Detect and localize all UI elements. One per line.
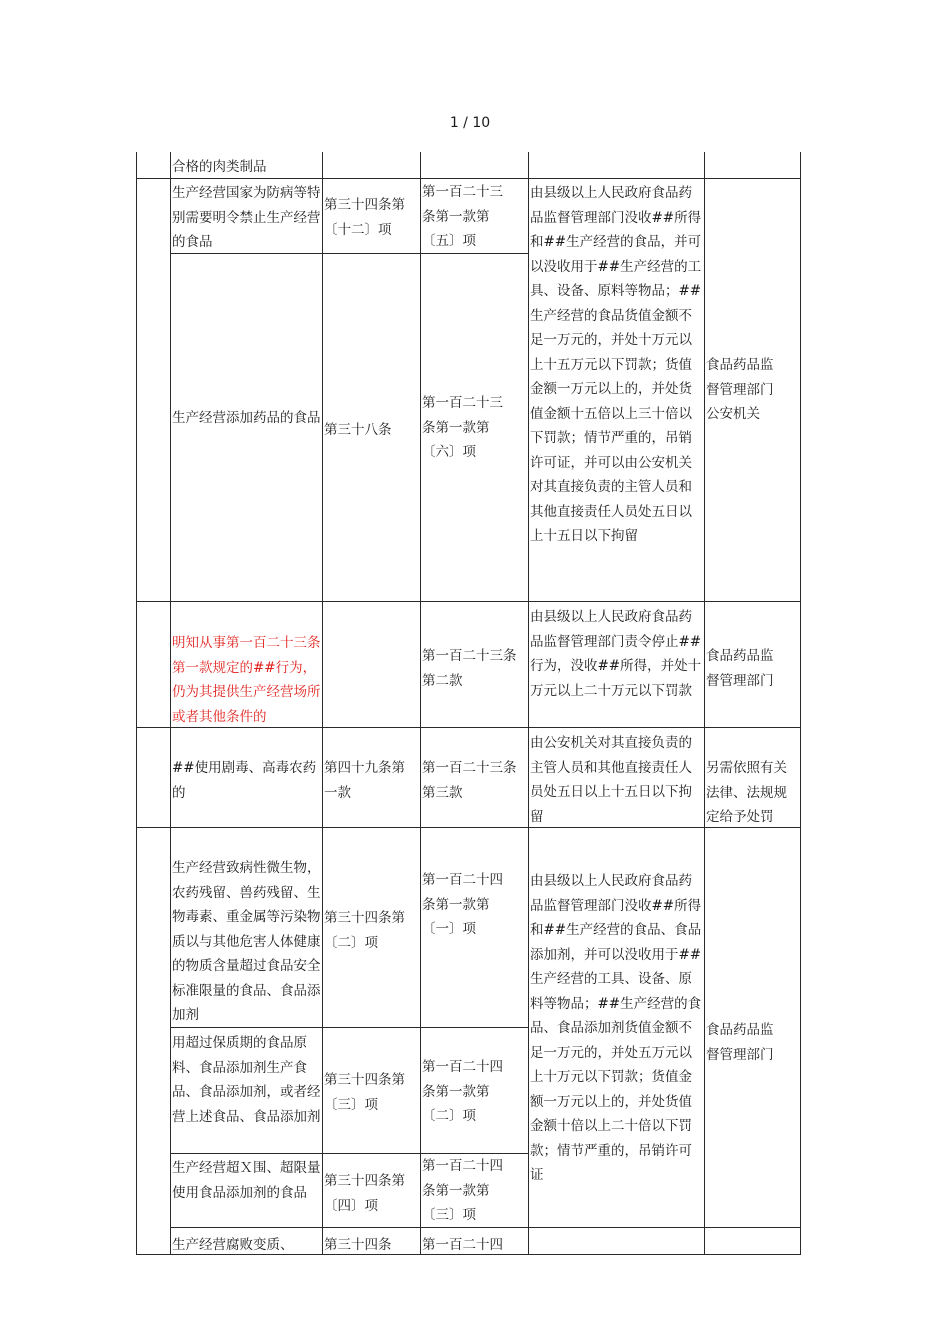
row-1-penalty-article: 第一百二十三条第一款第〔五〕项 [422, 184, 503, 249]
row-1-behavior: 生产经营国家为防病等特别需要明令禁止生产经营的食品 [172, 185, 321, 250]
row-2-penalty-article: 第一百二十三条第一款第〔六〕项 [422, 395, 503, 460]
row-6-article: 第三十四条第〔三〕项 [324, 1072, 405, 1113]
row-3-authority: 食品药品监督管理部门 [706, 648, 774, 689]
row-7-article: 第三十四条第〔四〕项 [324, 1173, 405, 1214]
row-4-penalty-article: 第一百二十三条第三款 [422, 760, 517, 801]
penalty-text-a: 由县级以上人民政府食品药品监督管理部门没收##所得和##生产经营的食品，并可以没收用于##生产经营的工具、设备、原料等物品；##生产经营的食品货值金额不足一万元的，并处十万元以上十五万元以下罚款；货值金额一万元以上的，并处货值金额十五倍以上三十倍以下罚款；情节严重的，吊销许可证，并可以由公安机关对其直接负责的主管人员和其他直接责任人员处五日以上十五日以下拘留 [530, 185, 702, 544]
row-0-behavior: 合格的肉类制品 [172, 159, 267, 175]
row-4-article: 第四十九条第一款 [324, 760, 405, 801]
row-7-penalty-article: 第一百二十四条第一款第〔三〕项 [422, 1158, 503, 1223]
row-8-article: 第三十四条 [324, 1237, 392, 1253]
row-6-behavior: 用超过保质期的食品原料、食品添加剂生产食品、食品添加剂，或者经营上述食品、食品添加剂 [172, 1035, 321, 1125]
row-8-behavior: 生产经营腐败变质、 [172, 1237, 294, 1253]
row-2-article: 第三十八条 [324, 422, 392, 438]
row-8-penalty-article: 第一百二十四 [422, 1237, 503, 1253]
authority-b: 食品药品监督管理部门 [706, 1022, 774, 1063]
row-3-behavior: 明知从事第一百二十三条第一款规定的##行为，仍为其提供生产经营场所或者其他条件的 [172, 635, 321, 725]
row-4-behavior: ##使用剧毒、高毒农药的 [172, 760, 317, 801]
authority-a: 食品药品监督管理部门公安机关 [706, 357, 774, 422]
page-number: 1 / 10 [449, 115, 491, 131]
row-5-behavior: 生产经营致病性微生物，农药残留、兽药残留、生物毒素、重金属等污染物质以与其他危害人体健康的物质含量超过食品安全标准限量的食品、食品添加剂 [172, 860, 321, 1023]
row-5-penalty-article: 第一百二十四条第一款第〔一〕项 [422, 872, 503, 937]
row-4-penalty: 由公安机关对其直接负责的主管人员和其他直接责任人员处五日以上十五日以下拘留 [530, 735, 692, 825]
row-6-penalty-article: 第一百二十四条第一款第〔二〕项 [422, 1059, 503, 1124]
row-2-behavior: 生产经营添加药品的食品 [172, 410, 321, 426]
row-5-article: 第三十四条第〔二〕项 [324, 910, 405, 951]
row-1-article: 第三十四条第〔十二〕项 [324, 197, 405, 238]
penalty-text-b: 由县级以上人民政府食品药品监督管理部门没收##所得和##生产经营的食品、食品添加剂，并可以没收用于##生产经营的工具、设备、原料等物品；##生产经营的食品、食品添加剂货值金额不足一万元的，并处五万元以上十万元以下罚款；货值金额一万元以上的，并处货值金额十倍以上二十倍以下罚款；情节严重的，吊销许可证 [530, 873, 702, 1183]
row-3-penalty: 由县级以上人民政府食品药品监督管理部门责令停止##行为，没收##所得，并处十万元以上二十万元以下罚款 [530, 609, 702, 699]
row-3-penalty-article: 第一百二十三条第二款 [422, 648, 517, 689]
row-7-behavior: 生产经营超Ｘ围、超限量使用食品添加剂的食品 [172, 1160, 321, 1201]
row-4-authority: 另需依照有关法律、法规规定给予处罚 [706, 760, 787, 825]
